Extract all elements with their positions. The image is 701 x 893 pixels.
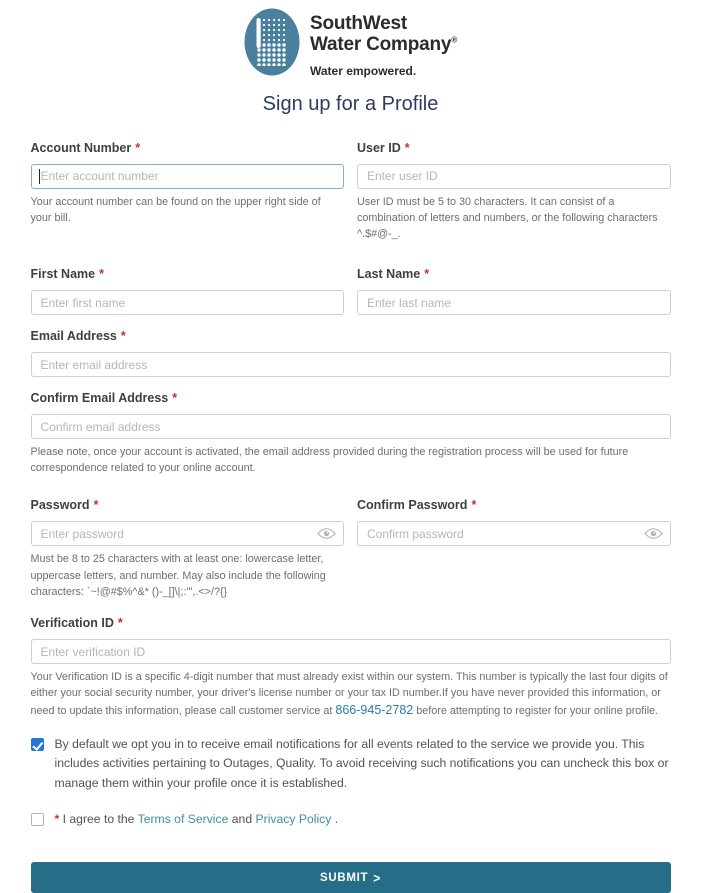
confirm-email-helper: Please note, once your account is activated, the email address provided during the registration process will be used for future correspondence related to your online account. [30,446,629,475]
terms-agreement-text: * I agree to the Terms of Service and Privacy Policy . [54,811,339,826]
first-name-field-group [31,267,345,315]
registered-trademark: ® [451,35,458,45]
customer-service-phone-link[interactable]: 866-945-2782 [335,703,414,718]
company-logo-icon [244,8,300,76]
submit-button[interactable] [31,862,671,893]
confirm-password-input[interactable] [357,521,671,546]
brand-tagline: Water empowered. [309,63,417,78]
email-input[interactable] [31,352,671,377]
required-asterisk: * [93,498,99,513]
required-asterisk: * [471,498,477,513]
first-name-label: First Name * [30,267,104,282]
brand-text [310,8,457,78]
account-number-field-group [31,141,345,226]
user-id-label: User ID * [357,140,410,155]
brand-name-line1: SouthWest [309,13,408,34]
text-caret [39,169,40,184]
required-asterisk: * [404,140,410,155]
terms-of-service-link[interactable]: Terms of Service [137,811,229,826]
confirm-email-input[interactable] [31,414,671,439]
password-helper: Must be 8 to 25 characters with at least one: lowercase letter, uppercase letters, and number. May also include the following characters: `~!@#$%^&* ()-_[]\|;:'",.<>/?{} [30,553,326,598]
terms-agreement-row [31,810,671,829]
confirm-email-label: Confirm Email Address * [30,391,178,406]
password-input[interactable] [31,521,345,546]
brand-header [0,0,701,78]
required-asterisk: * [135,140,141,155]
email-field-group [31,329,671,377]
account-number-input[interactable] [31,164,345,189]
confirm-password-field-group [357,498,671,546]
notifications-optin-row [31,735,671,793]
notifications-optin-checkbox[interactable] [31,738,44,751]
submit-button-label: SUBMIT [320,871,369,884]
signup-form [31,141,671,893]
show-password-eye-icon[interactable] [317,527,336,540]
user-id-field-group [357,141,671,243]
last-name-input[interactable] [357,290,671,315]
required-asterisk: * [172,391,178,406]
first-name-input[interactable] [31,290,345,315]
user-id-input[interactable] [357,164,671,189]
required-asterisk: * [99,267,104,282]
brand-name [310,13,457,56]
account-number-label: Account Number * [30,140,141,155]
required-asterisk: * [120,329,126,344]
required-asterisk: * [117,616,123,631]
required-asterisk: * [424,267,430,282]
last-name-field-group [357,267,671,315]
confirm-email-field-group [31,391,671,476]
account-number-helper: Your account number can be found on the upper right side of your bill. [30,195,321,224]
user-id-helper: User ID must be 5 to 30 characters. It can consist of a combination of letters and numbers, or the following characters ^.$#@-_. [357,195,658,240]
password-label: Password * [30,498,99,513]
terms-agreement-checkbox[interactable] [31,813,44,826]
verification-id-helper: Your Verification ID is a specific 4-digit number that must already exist within our system. This number is typically the last four digits of either your social security number, your driver's license number or your tax ID number.If you have never provided this information, or need to update this information, please call customer service at 866-945-2782 before attempting to register for your online profile. [30,671,668,718]
privacy-policy-link[interactable]: Privacy Policy [255,811,332,826]
last-name-label: Last Name * [357,267,430,282]
notifications-optin-text: By default we opt you in to receive email notifications for all events related to the service we provide you. This includes activities pertaining to Outages, Quality. To avoid receiving such notifications you can uncheck this box or manage them within your profile once it is established. [54,737,669,790]
verification-id-field-group [31,616,671,720]
page-title: Sign up for a Profile [262,92,439,115]
password-field-group [31,498,345,600]
required-asterisk: * [54,811,60,826]
show-confirm-password-eye-icon[interactable] [644,527,663,540]
confirm-password-label: Confirm Password * [357,498,477,513]
chevron-right-icon: > [373,870,381,886]
verification-id-input[interactable] [31,639,671,664]
verification-id-label: Verification ID * [30,616,123,631]
brand-name-line2: Water Company® [309,34,458,56]
email-label: Email Address * [30,329,126,344]
